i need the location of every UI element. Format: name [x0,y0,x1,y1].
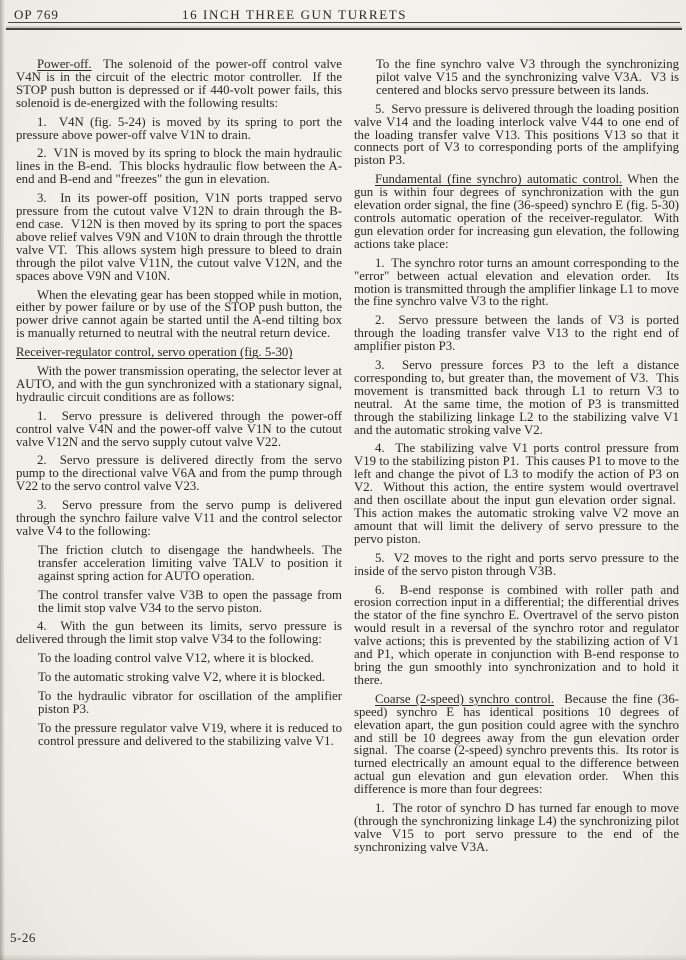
paragraph: 1. Servo pressure is delivered through the power-off control valve V4N and the power-off valve V1N to the cutout valve V12N and the servo supply cutout valve V22. [16,408,342,449]
paragraph: With the power transmission operating, the selector lever at AUTO, and with the gun synchronized with a stationary signal, hydraulic circuit conditions are as follows: [16,364,342,404]
paragraph: 2. V1N is moved by its spring to block the main hydraulic lines in the B-end. This blocks hydraulic flow between the A-end and B-end and "freezes" the gun in elevation. [16,146,342,187]
paragraph: 4. The stabilizing valve V1 ports control pressure from V19 to the stabilizing piston P1. This causes P1 to move to the left and change the pivot of L3 to modify the action of P3 on V2. Without this action, the entire system would overtravel and then oscillate about the input gun elevation order signal. This action makes the automatic stroking valve V2 move an amount that will limit the delivery of servo pressure to the pervo piston. [354,441,679,546]
run-in-heading: Power-off. [37,57,92,71]
run-in-heading: Coarse (2-speed) synchro control. [375,691,555,706]
paragraph: 6. B-end response is combined with roller path and erosion correction input in a differential; the differential drives the stator of the fine synchro E. Overtravel of the servo piston would result in a reversal of the synchro rotor and regulator valve actions; this is prevented by the stabilizing action of V1 and P1, which operate in conjunction with B-end response to bring the gun smoothly into synchronization and to hold it there. [354,582,679,687]
page-header [14,7,676,23]
left-column [16,58,342,860]
paragraph: The control transfer valve V3B to open the passage from the limit stop valve V34 to the servo piston. [38,587,342,615]
paragraph: 5. V2 moves to the right and ports servo pressure to the inside of the servo piston through V3B. [354,550,679,578]
run-in-heading: Fundamental (fine synchro) automatic control. [375,172,623,187]
paragraph: 3. In its power-off position, V1N ports trapped servo pressure from the cutout valve V12N to drain through the B-end case. V12N is then moved by its spring to port the spaces above relief valves V9N and V10N to drain through the throttle valve VT. This allows system high pressure to bleed to drain through the pilot valve V11N, the cutout valve V12N, and the spaces above V9N and V10N. [16,191,342,283]
paragraph: 5. Servo pressure is delivered through the loading position valve V14 and the loading interlock valve V44 to one end of the loading transfer valve V13. This positions V13 so that it connects port of V3 to corresponding ports of the amplifying piston P3. [354,101,679,168]
header-rule-bottom [6,26,682,30]
paragraph: Fundamental (fine synchro) automatic control. When the gun is within four degrees of synchronization with the gun elevation order signal, the fine (36-speed) synchro E (fig. 5-30) controls automatic operation of the receiver-regulator. With gun elevation order for increasing gun elevation, the following actions take place: [354,172,680,251]
paragraph: To the automatic stroking valve V2, where it is blocked. [38,670,326,685]
paragraph: Coarse (2-speed) synchro control. Because the fine (36-speed) synchro E has identical positions 10 degrees of elevation apart, the gun position could agree with the synchro and still be 10 degrees away from the gun elevation order signal. The coarse (2-speed) synchro prevents this. Its rotor is turned electrically an amount equal to the difference between actual gun elevation and gun elevation order. When this difference is more than four degrees: [354,691,679,797]
op-number: OP 769 [14,7,59,22]
right-column [354,58,679,860]
paragraph: To the pressure regulator valve V19, where it is reduced to control pressure and delivered to the stabilizing valve V1. [38,720,342,748]
page-number: 5-26 [10,930,36,945]
two-column-body [16,58,679,860]
paragraph: When the elevating gear has been stopped while in motion, either by power failure or by use of the STOP push button, the power drive cannot again be started until the A-end tilting box is manually returned to neutral with the neutral return device. [16,287,342,341]
page-title: 16 INCH THREE GUN TURRETS [182,7,408,22]
paragraph: The friction clutch to disengage the handwheels. The transfer acceleration limiting valve TALV to position it against spring action for AUTO operation. [38,542,342,583]
paragraph: 2. Servo pressure between the lands of V3 is ported through the loading transfer valve V13 to the right end of amplifier piston P3. [354,313,679,354]
paragraph: To the loading control valve V12, where it is blocked. [38,651,314,666]
paragraph: 4. With the gun between its limits, servo pressure is delivered through the limit stop valve V34 to the following: [16,619,342,647]
paragraph: 1. V4N (fig. 5-24) is moved by its spring to port the pressure above power-off valve V1N to drain. [16,114,342,142]
paragraph: To the hydraulic vibrator for oscillation of the amplifier piston P3. [38,689,342,716]
paragraph: To the fine synchro valve V3 through the synchronizing pilot valve V15 and the synchronizing valve V3A. V3 is centered and blocks servo pressure between its lands. [376,57,679,97]
paragraph: 3. Servo pressure forces P3 to the left a distance corresponding to, but greater than, the movement of V3. This movement is transmitted back through L1 to return V3 to neutral. At the same time, the motion of P3 is transmitted through the stabilizing linkage L2 to the stabilizing valve V1 and the automatic stroking valve V2. [354,358,679,437]
paragraph: 1. The synchro rotor turns an amount corresponding to the "error" between actual elevation and elevation order. Its motion is transmitted through the amplifier linkage L1 to move the fine synchro valve V3 to the right. [354,255,679,309]
paragraph: 1. The rotor of synchro D has turned far enough to move (through the synchronizing linkage L4) the synchronizing pilot valve V15 to port servo pressure to the end of the synchronizing valve V3A. [354,801,679,854]
paragraph: Power-off. The solenoid of the power-off control valve V4N is in the circuit of the electric motor controller. If the STOP push button is depressed or if 440-volt power fails, this solenoid is de-energized with the following results: [16,57,342,110]
header-rule-top [8,22,680,23]
paragraph: 2. Servo pressure is delivered directly from the servo pump to the directional valve V6A and from the pump through V22 to the servo control valve V23. [16,453,342,494]
paragraph: 3. Servo pressure from the servo pump is delivered through the synchro failure valve V11 and the control selector valve V4 to the following: [16,498,342,538]
section-heading: Receiver-regulator control, servo operation (fig. 5-30) [16,345,293,360]
